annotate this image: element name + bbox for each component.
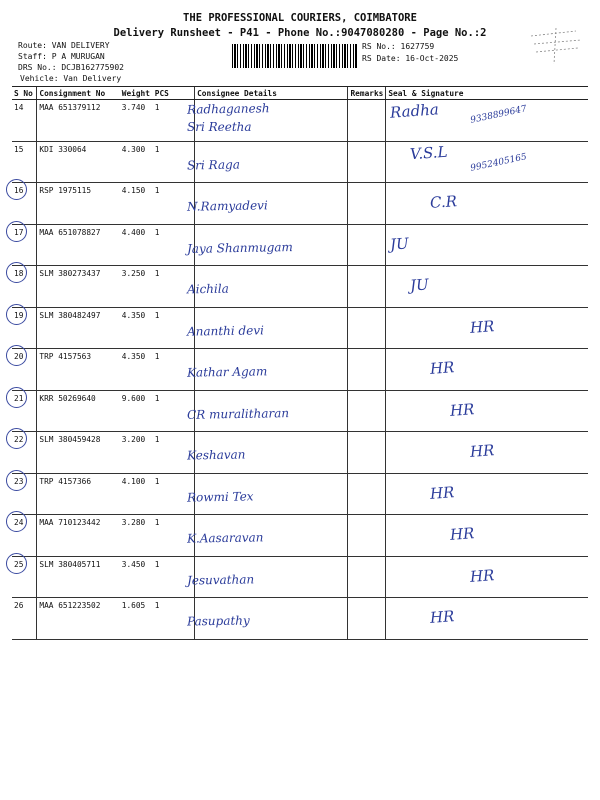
sno-cell [12, 556, 37, 598]
row-number: 15 [14, 144, 24, 154]
row-number: 26 [14, 601, 24, 610]
remarks-cell [348, 141, 386, 183]
consignee-handwriting: Aichila [186, 281, 229, 297]
consignment-cell: SLM 380405711 [37, 556, 120, 598]
pen-scribble-icon [526, 26, 586, 66]
sno-cell [12, 390, 37, 432]
company-title: THE PROFESSIONAL COURIERS, COIMBATORE [183, 12, 417, 24]
row-number: 23 [14, 476, 24, 486]
consignee-handwriting: Rowmi Tex [186, 488, 254, 505]
consignment-cell: MAA 651078827 [37, 224, 120, 266]
table-row [12, 473, 588, 515]
signature-handwriting: HR [429, 482, 455, 503]
pcs-cell: 1 [153, 556, 195, 598]
col-consignee: Consignee Details [195, 87, 348, 100]
rs-date: RS Date: 16-Oct-2025 [362, 54, 459, 63]
sno-cell [12, 141, 37, 183]
seal-cell [386, 473, 588, 515]
row-number: 25 [14, 559, 24, 569]
remarks-cell [348, 183, 386, 225]
circle-mark-icon [6, 345, 27, 366]
sno-cell [12, 100, 37, 142]
row-number: 17 [14, 227, 24, 237]
staff-label: Staff: P A MURUGAN [18, 52, 105, 61]
seal-cell [386, 183, 588, 225]
table-row [12, 556, 588, 598]
weight-cell: 3.280 [120, 515, 153, 557]
consignment-cell: RSP 1975115 [37, 183, 120, 225]
row-number: 22 [14, 435, 24, 444]
table-row [12, 349, 588, 391]
consignee-handwriting: Radhaganesh [186, 101, 270, 117]
circle-mark-icon [6, 304, 27, 325]
remarks-cell [348, 307, 386, 349]
pcs-cell: 1 [153, 432, 195, 474]
remarks-cell [348, 349, 386, 391]
row-number: 19 [14, 310, 24, 320]
circle-mark-icon [6, 511, 27, 532]
table-row [12, 183, 588, 225]
weight-cell: 3.450 [120, 556, 153, 598]
consignment-cell: SLM 380273437 [37, 266, 120, 308]
circle-mark-icon [6, 553, 27, 574]
consignee-handwriting: Keshavan [186, 447, 246, 463]
consignment-cell: KDI 330064 [37, 141, 120, 183]
pcs-cell: 1 [153, 224, 195, 266]
remarks-cell [348, 266, 386, 308]
signature-handwriting: C.R [429, 192, 458, 212]
signature-handwriting: HR [469, 316, 495, 337]
seal-cell [386, 349, 588, 391]
consignee-handwriting: N.Ramyadevi [186, 198, 268, 214]
col-consignment: Consignment No [37, 87, 120, 100]
consignment-cell: TRP 4157366 [37, 473, 120, 515]
consignment-cell: MAA 710123442 [37, 515, 120, 557]
weight-cell: 9.600 [120, 390, 153, 432]
weight-cell: 4.350 [120, 349, 153, 391]
phone-handwriting: 9952405165 [469, 151, 528, 174]
consignee-handwriting: K.Aasaravan [186, 530, 264, 546]
col-sno: S No [12, 87, 37, 100]
weight-cell: 3.250 [120, 266, 153, 308]
weight-cell: 3.200 [120, 432, 153, 474]
sno-cell [12, 432, 37, 474]
consignee-handwriting: Sri Raga [186, 157, 241, 172]
table-row [12, 307, 588, 349]
pcs-cell: 1 [153, 266, 195, 308]
signature-handwriting: HR [429, 607, 455, 627]
consignment-cell: MAA 651223502 [37, 598, 120, 640]
remarks-cell [348, 100, 386, 142]
consignee-handwriting: Sri Reetha [187, 120, 252, 134]
rs-number: RS No.: 1627759 [362, 42, 435, 51]
signature-handwriting: HR [449, 524, 475, 544]
table-row [12, 266, 588, 308]
consignment-cell: KRR 50269640 [37, 390, 120, 432]
runsheet-title: Delivery Runsheet - P41 - Phone No.:9047080280 - Page No.:2 [113, 27, 487, 39]
barcode-icon [232, 44, 358, 68]
pcs-cell: 1 [153, 598, 195, 640]
circle-mark-icon [6, 262, 27, 283]
pcs-cell: 1 [153, 349, 195, 391]
pcs-cell: 1 [153, 473, 195, 515]
table-row [12, 598, 588, 640]
table-row [12, 432, 588, 474]
pcs-cell: 1 [153, 141, 195, 183]
consignment-cell: SLM 380459428 [37, 432, 120, 474]
signature-handwriting: JU [409, 275, 430, 295]
pcs-cell: 1 [153, 183, 195, 225]
sno-cell [12, 224, 37, 266]
table-row [12, 515, 588, 557]
pcs-cell: 1 [153, 515, 195, 557]
vehicle-label: Vehicle: Van Delivery [20, 74, 122, 83]
route-label: Route: VAN DELIVERY [18, 41, 110, 50]
consignee-handwriting: Jesuvathan [186, 571, 255, 588]
remarks-cell [348, 473, 386, 515]
signature-handwriting: V.S.L [409, 142, 449, 163]
weight-cell: 4.150 [120, 183, 153, 225]
table-header-row [12, 87, 588, 100]
sno-cell [12, 266, 37, 308]
row-number: 16 [14, 186, 24, 195]
table-row [12, 100, 588, 142]
remarks-cell [348, 224, 386, 266]
consignment-cell: MAA 651379112 [37, 100, 120, 142]
weight-cell: 4.100 [120, 473, 153, 515]
pcs-cell: 1 [153, 307, 195, 349]
table-row [12, 224, 588, 266]
weight-cell: 1.605 [120, 598, 153, 640]
remarks-cell [348, 515, 386, 557]
consignee-handwriting: Jaya Shanmugam [186, 239, 293, 256]
weight-cell: 4.350 [120, 307, 153, 349]
sno-cell [12, 349, 37, 391]
circle-mark-icon [6, 428, 27, 449]
consignment-cell: SLM 380482497 [37, 307, 120, 349]
runsheet-table [12, 86, 588, 640]
sno-cell [12, 473, 37, 515]
circle-mark-icon [6, 470, 27, 491]
seal-cell [386, 515, 588, 557]
sno-cell [12, 307, 37, 349]
consignee-handwriting: Kathar Agam [186, 364, 268, 380]
consignee-handwriting: CR muralitharan [186, 405, 290, 422]
consignee-handwriting: Ananthi devi [186, 322, 265, 339]
signature-handwriting: Radha [389, 100, 440, 122]
row-number: 18 [14, 269, 24, 278]
seal-cell [386, 224, 588, 266]
circle-mark-icon [6, 179, 27, 200]
signature-handwriting: JU [389, 233, 410, 254]
pcs-cell: 1 [153, 100, 195, 142]
signature-handwriting: HR [449, 399, 475, 420]
col-seal: Seal & Signature [386, 87, 588, 100]
col-weight: Weight [120, 87, 153, 100]
seal-cell [386, 390, 588, 432]
remarks-cell [348, 598, 386, 640]
row-number: 21 [14, 393, 24, 403]
signature-handwriting: HR [469, 441, 495, 461]
pcs-cell: 1 [153, 390, 195, 432]
sno-cell [12, 598, 37, 640]
weight-cell: 4.400 [120, 224, 153, 266]
circle-mark-icon [6, 221, 27, 242]
row-number: 24 [14, 518, 24, 527]
phone-handwriting: 9338899647 [469, 104, 528, 126]
seal-cell [386, 598, 588, 640]
drs-number: DRS No.: DCJB162775902 [18, 63, 124, 72]
row-number: 20 [14, 352, 24, 361]
table-row [12, 390, 588, 432]
remarks-cell [348, 432, 386, 474]
row-number: 14 [14, 103, 24, 112]
col-remarks: Remarks [348, 87, 386, 100]
sno-cell [12, 515, 37, 557]
weight-cell: 4.300 [120, 141, 153, 183]
remarks-cell [348, 556, 386, 598]
remarks-cell [348, 390, 386, 432]
consignee-handwriting: Pasupathy [186, 613, 250, 629]
consignment-cell: TRP 4157563 [37, 349, 120, 391]
signature-handwriting: HR [429, 358, 455, 378]
signature-handwriting: HR [469, 565, 495, 586]
col-pcs: PCS [153, 87, 195, 100]
circle-mark-icon [6, 387, 27, 408]
weight-cell: 3.740 [120, 100, 153, 142]
sno-cell [12, 183, 37, 225]
